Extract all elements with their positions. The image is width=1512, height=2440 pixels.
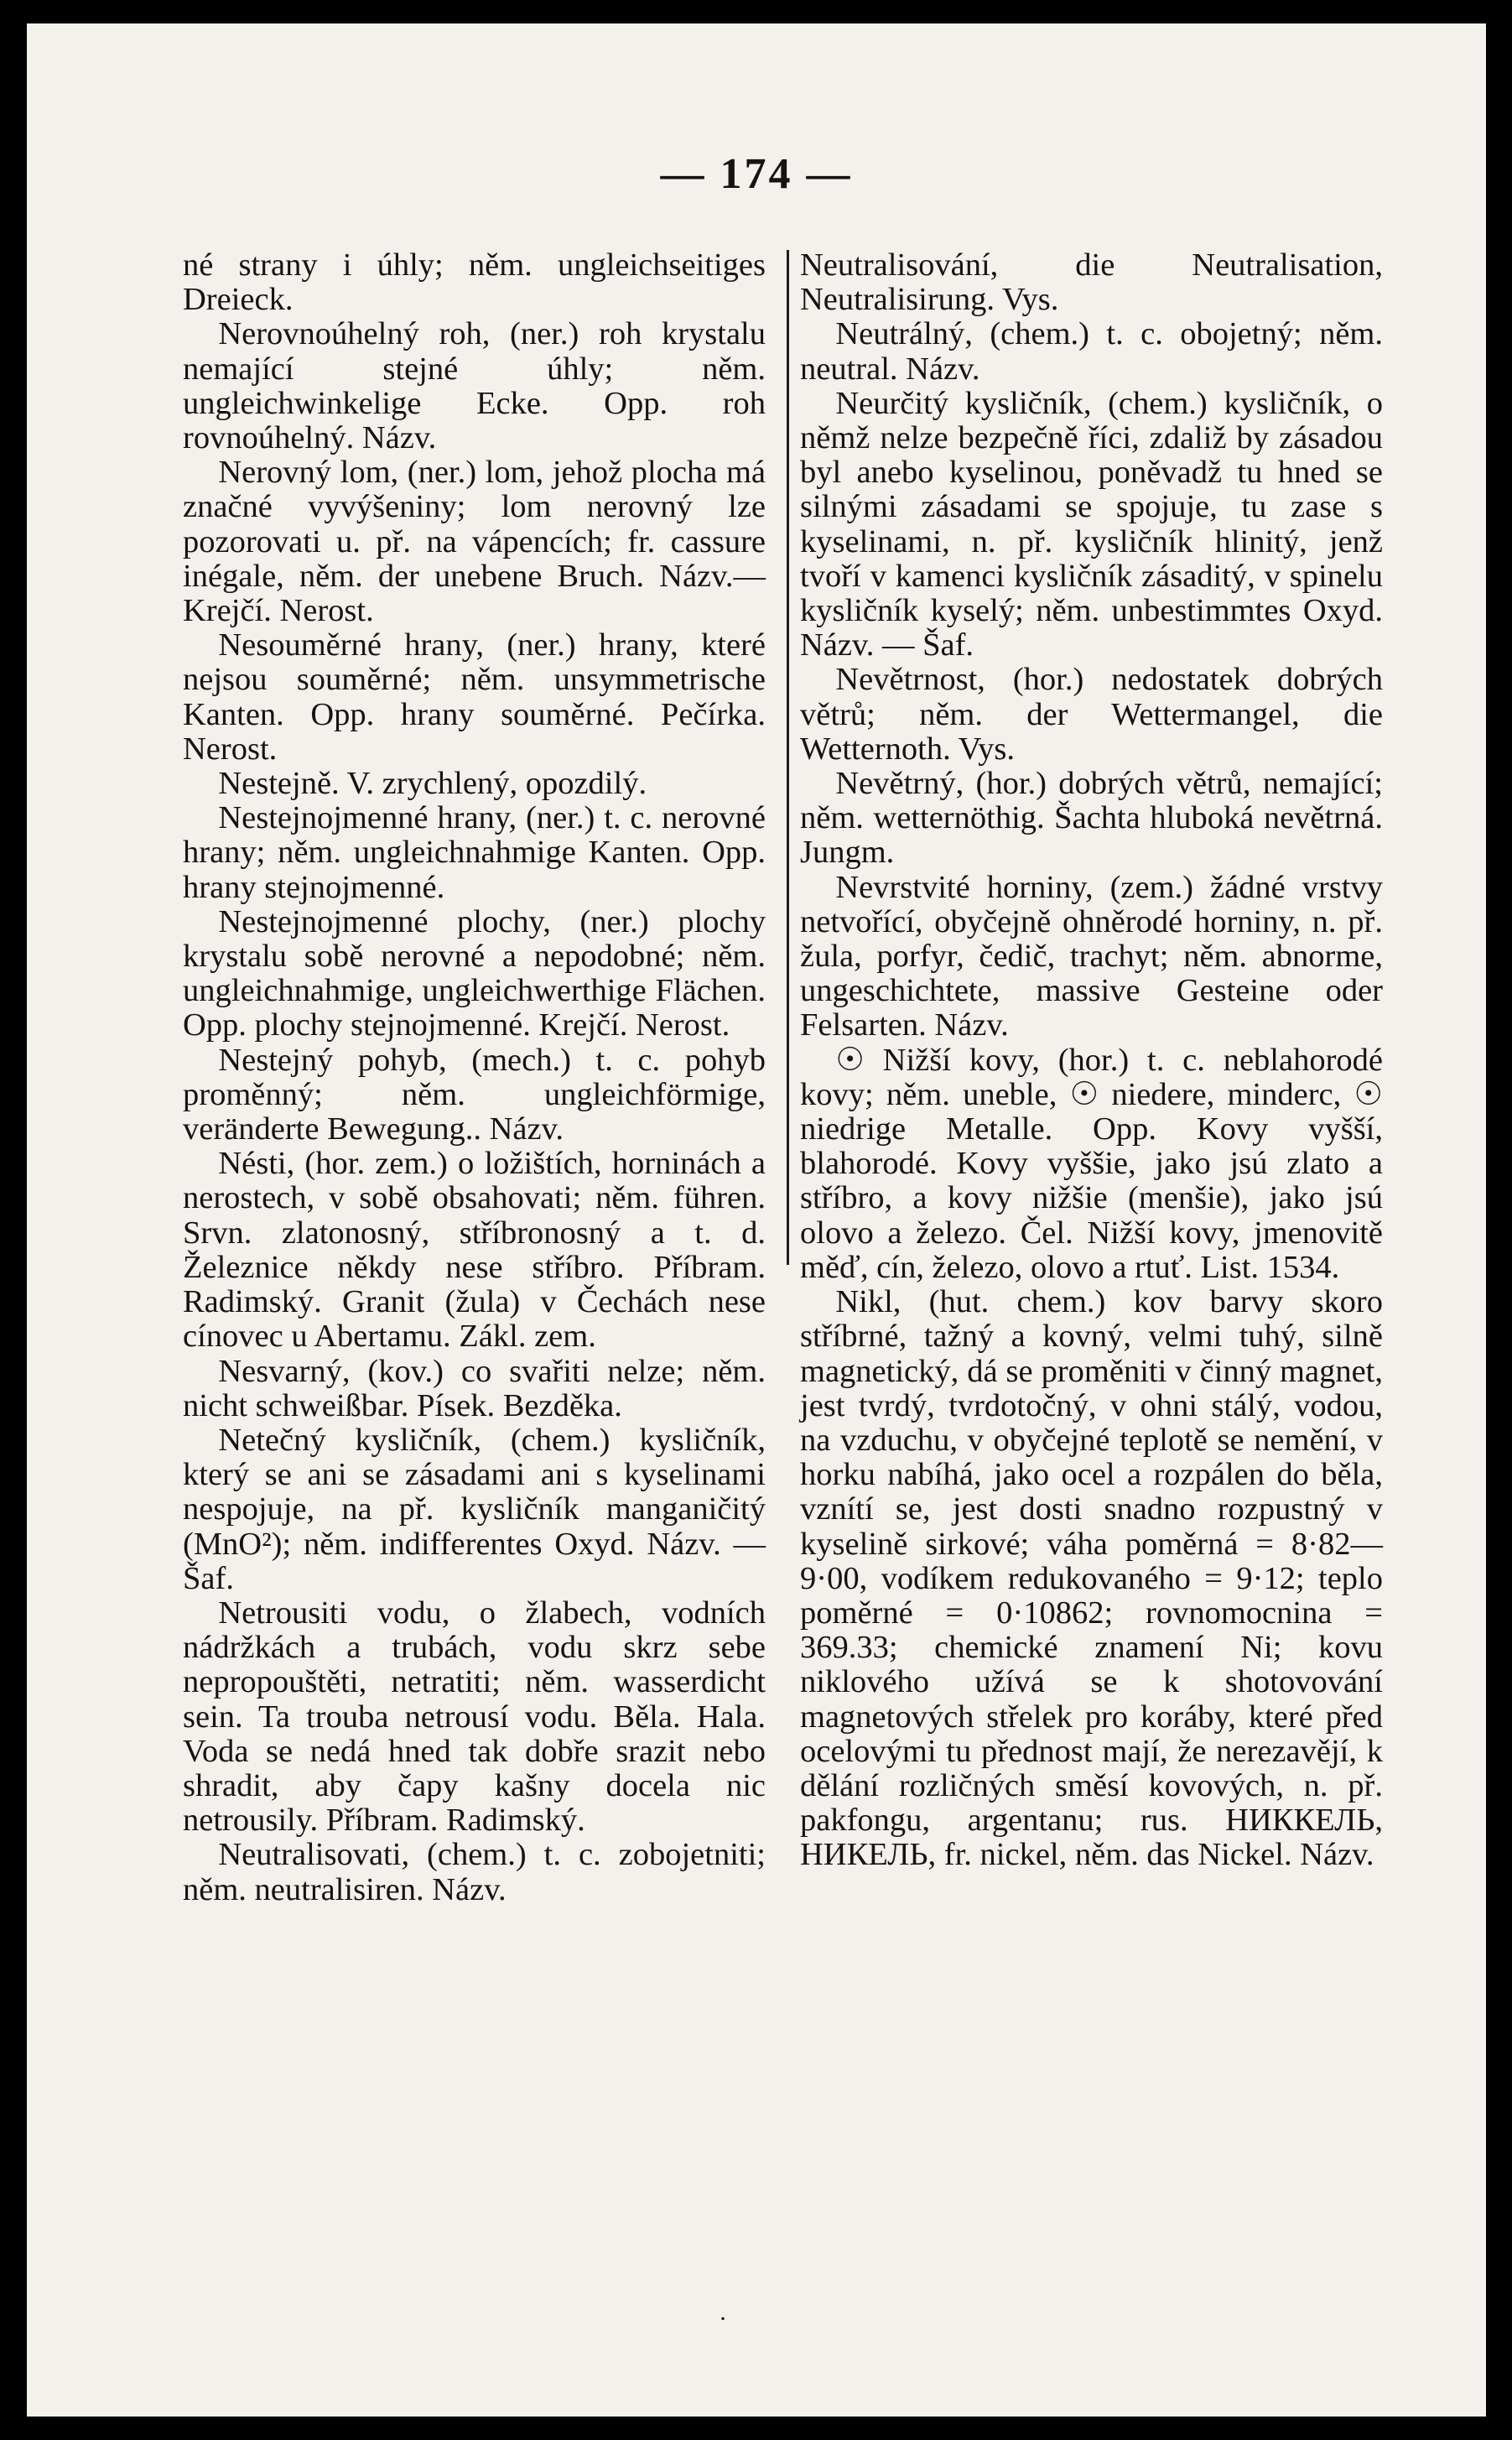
dictionary-entry: Nevětrný, (hor.) dobrých větrů, nemající; něm. wetternöthig. Šachta hluboká nevětrná. Jungm. <box>800 766 1383 871</box>
dictionary-entry: Nesouměrné hrany, (ner.) hrany, které nejsou souměrné; něm. unsymmetrische Kanten. Opp. hrany souměrné. Pečírka. Nerost. <box>183 627 766 767</box>
dictionary-entry: Neutrálný, (chem.) t. c. obojetný; něm. neutral. Názv. <box>800 316 1383 387</box>
dictionary-entry: Neurčitý kysličník, (chem.) kysličník, o němž nelze bezpečně říci, zdaliž by zásadou byl anebo kyselinou, poněvadž tu hned se silnými zásadami se spojuje, tu zase s kyselinami, n. př. kysličník hlinitý, jenž tvoří v kamenci kysličník zásaditý, v spinelu kysličník kyselý; něm. unbestimmtes Oxyd. Názv. — Šaf. <box>800 385 1383 663</box>
dictionary-entry: Netrousiti vodu, o žlabech, vodních nádržkách a trubách, vodu skrz sebe nepropouštěti, netratiti; něm. wasserdicht sein. Ta trouba netrousí vodu. Běla. Hala. Voda se nedá hned tak dobře srazit nebo shradit, aby čapy kašny docela nic netrousily. Příbram. Radimský. <box>183 1595 766 1839</box>
ink-mark: · <box>719 2305 727 2333</box>
dictionary-entry: Nestejně. V. zrychlený, opozdilý. <box>218 766 647 802</box>
dictionary-entry: né strany i úhly; něm. ungleichseitiges Dreieck. <box>183 247 766 318</box>
dictionary-entry: ☉ Nižší kovy, (hor.) t. c. neblahorodé kovy; něm. uneble, ☉ niedere, minderc, ☉ niedrige Metalle. Opp. Kovy vyšší, blahorodé. Kovy vyššie, jako jsú zlato a stříbro, a kovy nižšie (menšie), jako jsú olovo a železo. Čel. Nižší kovy, jmenovitě měď, cín, železo, olovo a rtuť. List. 1534. <box>800 1042 1383 1285</box>
dictionary-entry: Nestejný pohyb, (mech.) t. c. pohyb proměnný; něm. ungleichförmige, veränderte Bewegung.. Názv. <box>183 1042 766 1147</box>
dictionary-entry: Netečný kysličník, (chem.) kysličník, který se ani se zásadami ani s kyselinami nespojuje, na př. kysličník manganičitý (MnO²); něm. indifferentes Oxyd. Názv. — Šaf. <box>183 1422 766 1596</box>
dictionary-entry: Nerovnoúhelný roh, (ner.) roh krystalu nemající stejné úhly; něm. ungleichwinkelige Ecke. Opp. roh rovnoúhelný. Názv. <box>183 316 766 456</box>
dictionary-entry: Neutralisování, die Neutralisation, Neutralisirung. Vys. <box>800 247 1383 318</box>
page-number: — 174 — <box>660 150 853 198</box>
dictionary-entry: Nerovný lom, (ner.) lom, jehož plocha má značné vyvýšeniny; lom nerovný lze pozorovati u. př. na vápencích; fr. cassure inégale, něm. der unebene Bruch. Názv.—Krejčí. Nerost. <box>183 455 766 629</box>
dictionary-page <box>27 23 1486 2417</box>
dictionary-entry: Nevrstvité horniny, (zem.) žádné vrstvy netvořící, obyčejně ohněrodé horniny, n. př. žula, porfyr, čedič, trachyt; něm. abnorme, ungeschichtete, massive Gesteine oder Felsarten. Názv. <box>800 869 1383 1043</box>
left-column <box>183 248 766 1907</box>
dictionary-entry: Neutralisovati, (chem.) t. c. zobojetniti; něm. neutralisiren. Názv. <box>183 1837 766 1907</box>
dictionary-entry: Nésti, (hor. zem.) o ložištích, horninách a nerostech, v sobě obsahovati; něm. führen. Srvn. zlatonosný, stříbronosný a t. d. Železnice někdy nese stříbro. Příbram. Radimský. Granit (žula) v Čechách nese cínovec u Abertamu. Zákl. zem. <box>183 1146 766 1355</box>
dictionary-entry: Nikl, (hut. chem.) kov barvy skoro stříbrné, tažný a kovný, velmi tuhý, silně magnetický, dá se proměniti v činný magnet, jest tvrdý, tvrdotočný, v ohni stálý, vodou, na vzduchu, v obyčejné teplotě se nemění, v horku nabíhá, jako ocel a rozpálen do běla, vznítí se, jest dosti snadno rozpustný v kyselině sirkové; váha poměrná = 8·82—9·00, vodíkem redukovaného = 9·12; teplo poměrné = 0·10862; rovnomocnina = 369.33; chemické znamení Ni; kovu niklového užívá se k shotovování magnetových střelek pro koráby, které před ocelovými tu přednost mají, že nerezavějí, k dělání rozličných směsí kovových, n. př. pakfongu, argentanu; rus. НИККЕЛЬ, НИКЕЛЬ, fr. nickel, něm. das Nickel. Názv. <box>800 1284 1383 1873</box>
dictionary-entry: Nestejnojmenné plochy, (ner.) plochy krystalu sobě nerovné a nepodobné; něm. ungleichnahmige, ungleichwerthige Flächen. Opp. plochy stejnojmenné. Krejčí. Nerost. <box>183 903 766 1043</box>
dictionary-entry: Nesvarný, (kov.) co svařiti nelze; něm. nicht schweißbar. Písek. Bezděka. <box>183 1353 766 1423</box>
right-column <box>800 248 1383 1873</box>
dictionary-entry: Nestejnojmenné hrany, (ner.) t. c. nerovné hrany; něm. ungleichnahmige Kanten. Opp. hrany stejnojmenné. <box>183 800 766 905</box>
dictionary-entry: Nevětrnost, (hor.) nedostatek dobrých větrů; něm. der Wettermangel, die Wetternoth. Vys. <box>800 662 1383 767</box>
column-divider <box>787 250 789 1265</box>
